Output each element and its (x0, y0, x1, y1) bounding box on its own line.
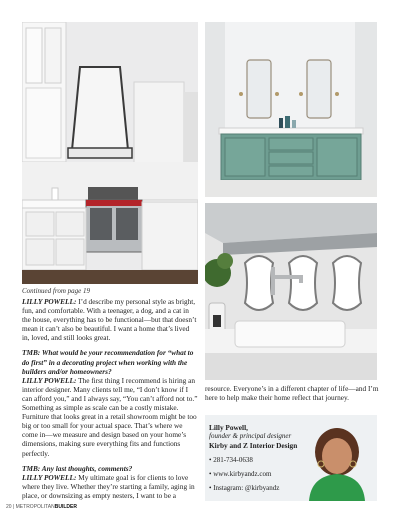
website-line: • www.kirbyandz.com (209, 470, 272, 478)
article-column-left (22, 297, 198, 506)
article-column-right (205, 384, 379, 408)
paragraph-designer-answer (22, 376, 198, 458)
page-footer (6, 504, 77, 510)
phone-line: • 281-734-0638 (209, 456, 253, 464)
speaker-label: LILLY POWELL: (22, 375, 77, 385)
designer-name: Lilly Powell, (209, 423, 248, 432)
paragraph-closing-answer (22, 473, 198, 500)
instagram-line: • Instagram: @kirbyandz (209, 484, 280, 492)
page-number: 20 (6, 504, 12, 510)
kitchen-photo (22, 22, 198, 284)
speaker-label: LILLY POWELL: (22, 472, 77, 482)
designer-bio-box (205, 415, 377, 501)
question-first-steps: TMB: What would be your recommendation for “what to do first” in a decorating project when working with the builders and/or homeowners? (22, 348, 194, 376)
paragraph-continuation: resource. Everyone’s in a different chapter of life—and I’m here to help make their home reflect that journey. (205, 384, 379, 403)
designer-portrait (301, 422, 373, 501)
answer-text: I’d describe my personal style as bright, fun, and comfortable. With a teenager, a dog, and a cat in the house, everything has to be functional—but that doesn’t mean it can’t also be beautiful. I want a home that’s lived in, loved, and still looks great. (22, 297, 197, 343)
paragraph-style-answer (22, 297, 198, 342)
speaker-label: LILLY POWELL: (22, 297, 77, 306)
question-last-thoughts: TMB: Any last thoughts, comments? (22, 463, 133, 473)
publication-prefix: | METROPOLITAN (12, 504, 55, 510)
designer-role: founder & principal designer (209, 432, 292, 440)
backsplash-sink-photo (205, 203, 377, 380)
answer-text: The first thing I recommend is hiring an interior designer. Many clients tell me, “I don’t know if I can afford you,” and I always say, “You can’t afford not to.” Something as simple as scale can be a costly mistake. Furniture that looks great in a retail showroom might be too big or too small for your actual space. That’s where we come in—we measure and design based on your home’s dimensions, making sure everything fits and functions perfectly. (22, 375, 198, 458)
bathroom-vanity-photo (205, 22, 377, 197)
continued-caption: Continued from page 19 (22, 287, 90, 295)
publication-suffix: BUILDER (54, 504, 77, 510)
company-name: Kirby and Z Interior Design (209, 441, 298, 450)
answer-text: My ultimate goal is for clients to love where they live. Whether they’re starting a family, aging in place, or downsizing as empty nesters, I want to be a (22, 472, 195, 500)
